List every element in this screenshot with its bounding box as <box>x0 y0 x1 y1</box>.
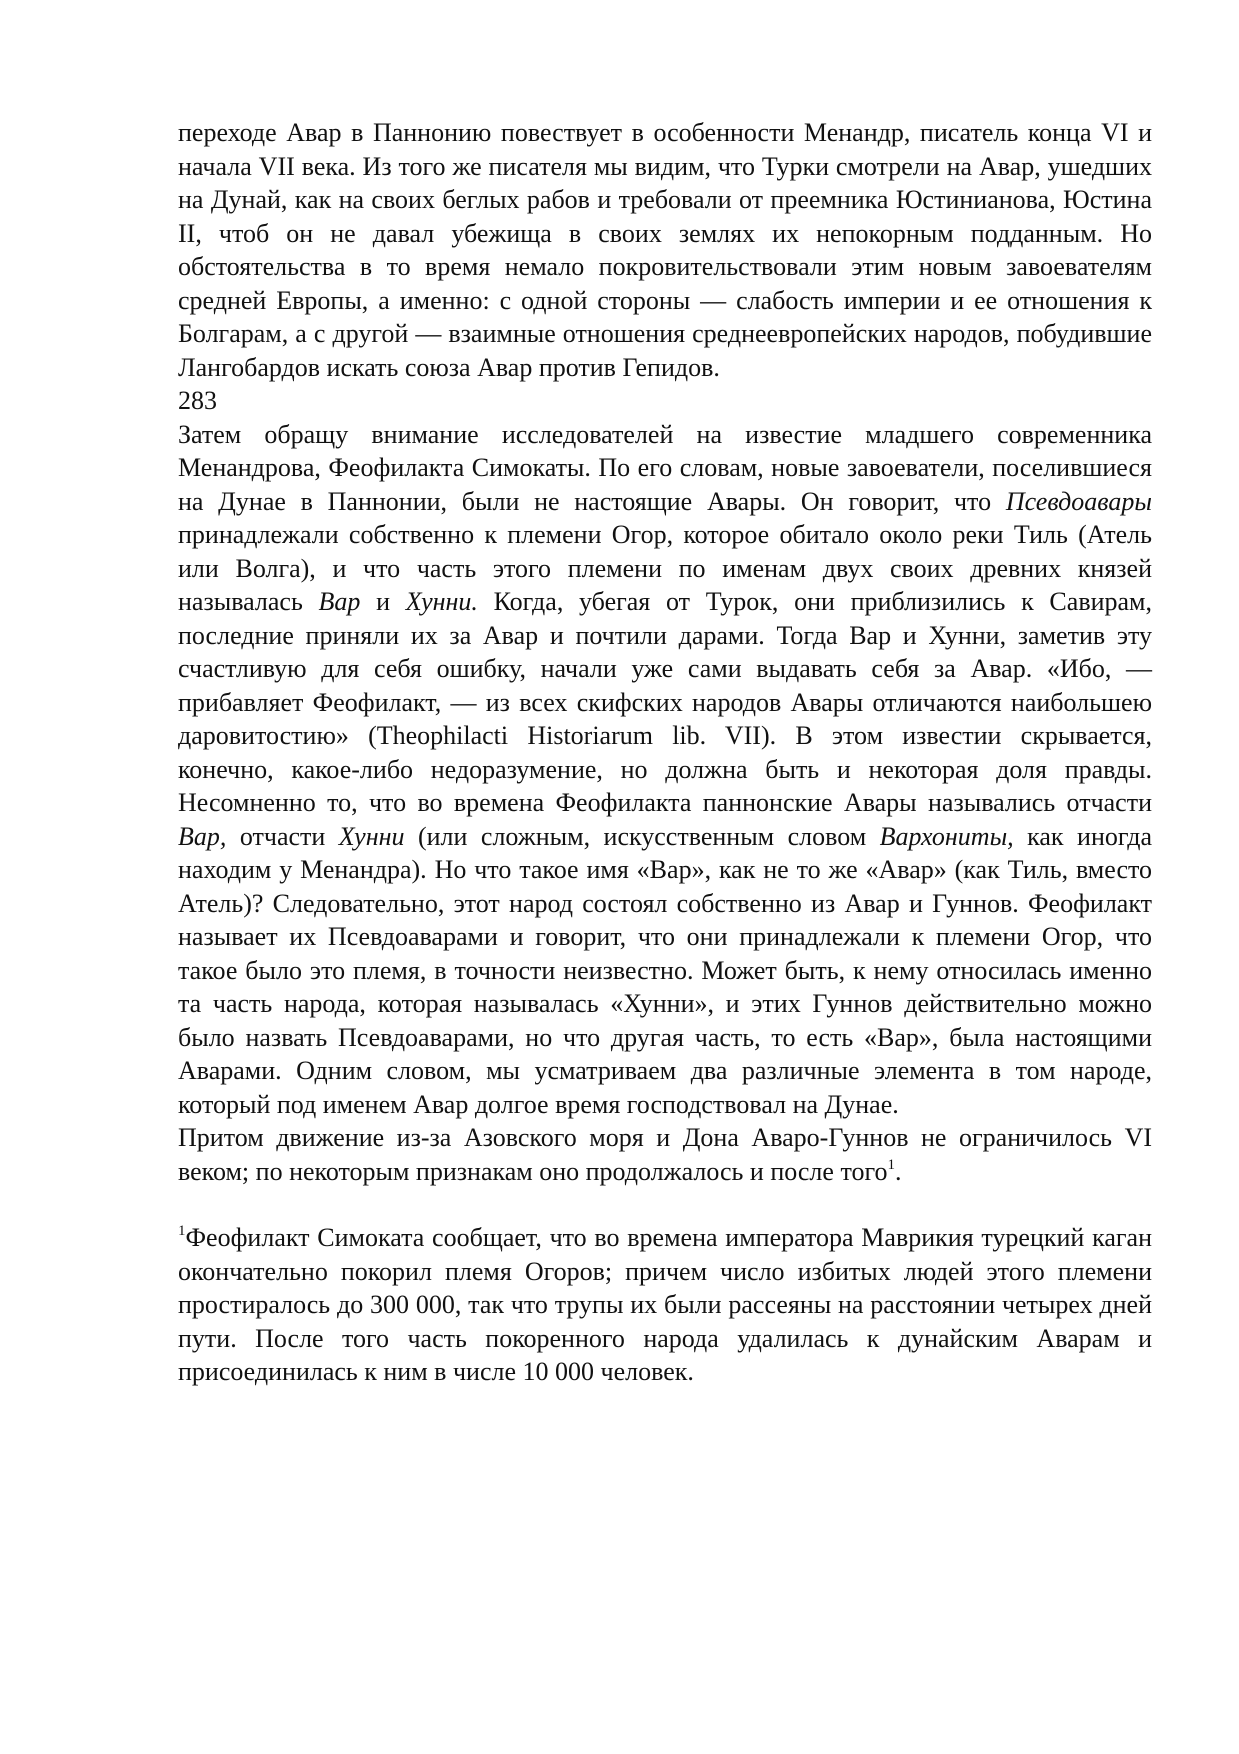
text-run: как иногда находим у Менандра). Но что такое имя «Вар», как не то же «Авар» (как Тиль, вместо Атель)? Следовательно, этот народ состоял собственно из Авар и Гуннов. Феофилакт называет их Псевдоаварами и говорит, что они принадлежали к племени Огор, что такое было это племя, в точности неизвестно. Может быть, к нему относилась именно та часть народа, которая называлась «Хунни», и этих Гуннов действительно можно было назвать Псевдоаварами, но что другая часть, то есть «Вар», была настоящими Аварами. Одним словом, мы усматриваем два различные элемента в том народе, который под именем Авар долгое время господствовал на Дунае. <box>178 821 1153 1119</box>
text-run: Затем обращу внимание исследователей на известие младшего современника Менандрова, Феофилакта Симокаты. По его словам, новые завоеватели, поселившиеся на Дунае в Паннонии, были не настоящие Авары. Он говорит, что <box>178 419 1152 516</box>
italic-term: Хунни <box>338 821 405 851</box>
italic-term: Псевдоавары <box>1005 486 1152 516</box>
italic-term: Вар <box>318 587 361 616</box>
paragraph-1 <box>178 116 1152 384</box>
paragraph-3 <box>178 1121 1152 1188</box>
text-run: Притом движение из-за Азовского моря и Дона Аваро-Гуннов не ограничилось VI веком; по некоторым признакам оно продолжалось и после того <box>178 1123 1152 1186</box>
text-run: переходе Авар в Паннонию повествует в особенности Менандр, писатель конца VI и начала VII века. Из того же писателя мы видим, что Турки смотрели на Авар, ушедших на Дунай, как на своих беглых рабов и требовали от преемника Юстинианова, Юстина II, чтоб он не давал убежища в своих землях их непокорным подданным. Но обстоятельства в то время немало покровительствовали этим новым завоевателям средней Европы, а именно: с одной стороны — слабость империи и ее отношения к Болгарам, а с другой — взаимные отношения среднеевропейских народов, побудившие Лангобардов искать союза Авар против Гепидов. <box>178 118 1152 382</box>
text-run: и <box>360 587 406 616</box>
footnote-text: Феофилакт Симоката сообщает, что во времена императора Маврикия турецкий каган окончательно покорил племя Огоров; причем число избитых людей этого племени простиралось до 300 000, так что трупы их были рассеяны на расстоянии четырех дней пути. После того часть покоренного народа удалилась к дунайским Аварам и присоединилась к ним в числе 10 000 человек. <box>178 1223 1152 1386</box>
page-body <box>178 116 1152 1389</box>
italic-term: Хунни. <box>405 587 478 616</box>
paragraph-2 <box>178 418 1152 1122</box>
text-run: (или сложным, искусственным словом <box>404 821 880 851</box>
text-run: принадлежали собственно к племени Огор, которое обитало около реки Тиль (Атель или Волга), и что часть этого племени по именам двух своих древних князей называлась <box>178 520 1152 616</box>
page-number: 283 <box>178 386 217 415</box>
footnote <box>178 1221 1152 1389</box>
footnote-marker: 1 <box>178 1223 186 1239</box>
text-run: Когда, убегая от Турок, они приблизились к Савирам, последние приняли их за Авар и почтили дарами. Тогда Вар и Хунни, заметив эту счастливую для себя ошибку, начали уже сами выдавать себя за Авар. «Ибо, — прибавляет Феофилакт, — из всех скифских народов Авары отличаются наибольшею даровитостию» (Theophilacti Historiarum lib. VII). В этом известии скрывается, конечно, какое-либо недоразумение, но должна быть и некоторая доля правды. Несомненно то, что во времена Феофилакта паннонские Авары назывались отчасти <box>178 587 1153 817</box>
italic-term: Вархониты, <box>879 821 1014 851</box>
text-run: отчасти <box>226 821 339 851</box>
footnote-spacer <box>178 1188 1152 1221</box>
text-run: . <box>894 1156 902 1186</box>
italic-term: Вар, <box>178 821 227 851</box>
footnote-reference: 1 <box>887 1156 895 1173</box>
